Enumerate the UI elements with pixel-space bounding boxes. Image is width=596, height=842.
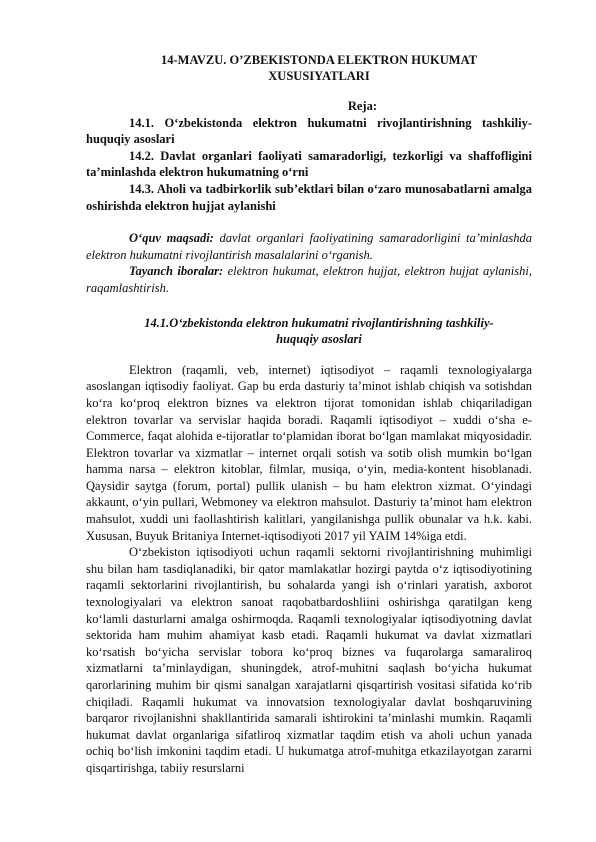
learning-goal-label: O‘quv maqsadi: [129, 231, 214, 246]
body-paragraph-1: Elektron (raqamli, veb, internet) iqtisodiyot – raqamli texnologiyalarga asoslangan iqtisodiy faoliyat. Gap bu erda dasturiy ta’minot ishlab chiqish va sotishdan ko‘ra ko‘proq elektron biznes va elektron tijorat tomonidan ishlab chiqariladigan elektron tovarlar va servislar haqida boradi. Raqamli iqtisodiyot – xuddi o‘sha e-Commerce, faqat alohida e-tijoratlar to‘plamidan iborat bo‘lgan mamlakat miqyosidadir. Elektron tovarlar va xizmatlar – internet orqali sotish va sotib olish mumkin bo‘lgan hamma narsa – elektron kitoblar, filmlar, musiqa, o‘yin, media-kontent hisoblanadi. Qaysidir saytga (forum, portal) pullik ulanish – bu ham elektron xizmat. O‘yindagi akkaunt, o‘yin pullari, Webmoney va elektron mahsulot. Dasturiy ta’minot ham elektron mahsulot, xuddi uni faollashtirish kalitlari, yangilanishga pullik obunalar va h.k. kabi. Xususan, Buyuk Britaniya Internet-iqtisodiyoti 2017 yil YAIM 14%iga etdi. [86, 362, 532, 543]
title-line-2: XUSUSIYATLARI [268, 69, 370, 83]
title-line-1: 14-MAVZU. O’ZBEKISTONDA ELEKTRON HUKUMAT [160, 53, 477, 67]
keywords-text: elektron hukumat, elektron hujjat, elektron hujjat aylanishi, raqamlashtirish. [86, 264, 532, 295]
section-title-line-2: huquqiy asoslari [276, 332, 362, 347]
keywords [86, 263, 532, 296]
keywords-label: Tayanch iboralar: [129, 264, 224, 279]
document-title [86, 52, 532, 84]
plan-heading: Reja: [347, 99, 377, 113]
learning-goal-text: davlat organlari faoliyatining samaradorligini ta’minlashda elektron hukumatni rivojlantirish masalalarini o‘rganish. [86, 231, 533, 262]
document-page [86, 52, 532, 777]
plan-item-3: 14.3. Aholi va tadbirkorlik sub’ektlari bilan o‘zaro munosabatlarni amalga oshirishda elektron hujjat aylanishi [86, 181, 532, 213]
plan-item-1: 14.1. O‘zbekistonda elektron hukumatni rivojlantirishning tashkiliy-huquqiy asoslari [86, 115, 532, 147]
plan-item-2: 14.2. Davlat organlari faoliyati samaradorligi, tezkorligi va shaffofligini ta’minlashda elektron hukumatning o‘rni [86, 148, 532, 180]
section-title-line-1: 14.1.O‘zbekistonda elektron hukumatni rivojlantirishning tashkiliy- [144, 315, 494, 330]
learning-goal [86, 230, 532, 263]
section-title [86, 315, 532, 348]
body-paragraph-2: O‘zbekiston iqtisodiyoti uchun raqamli sektorni rivojlantirishning muhimligi shu bilan ham tasdiqlanadiki, bir qator mamlakatlar hozirgi paytda o‘z iqtisodiyotining raqamli sektorlarini rivojlantirish, bu sohalarda yangi ish o‘rinlari yaratish, axborot texnologiyalari va elektron sanoat raqobatbardoshliini oshirishga qaratilgan keng ko‘lamli dasturlarni amalga oshirmoqda. Raqamli texnologiyalar iqtisodiyotning davlat sektorida ham muhim ahamiyat kasb etadi. Raqamli hukumat va davlat xizmatlari ko‘rsatish bo‘yicha servislar tobora ko‘proq biznes va fuqarolarga samaraliroq xizmatlarni ta’minlaydigan, shuningdek, atrof-muhitni saqlash bo‘yicha hukumat qarorlarining muhim bir qismi sanalgan xarajatlarni qisqartirish vositasi sifatida ko‘rib chiqiladi. Raqamli hukumat va innovatsion texnologiyalar davlat boshqaruvining barqaror rivojlanishni shakllantirida samarali ishtirokini ta’minlashi mumkin. Raqamli hukumat davlat organlariga sifatliroq xizmatlar taqdim etish va aholi uchun yanada ochiq bo‘lish imkonini taqdim etadi. U hukumatga atrof-muhitga etkazilayotgan zararni qisqartirishga, tabiiy resurslarni [86, 545, 532, 775]
